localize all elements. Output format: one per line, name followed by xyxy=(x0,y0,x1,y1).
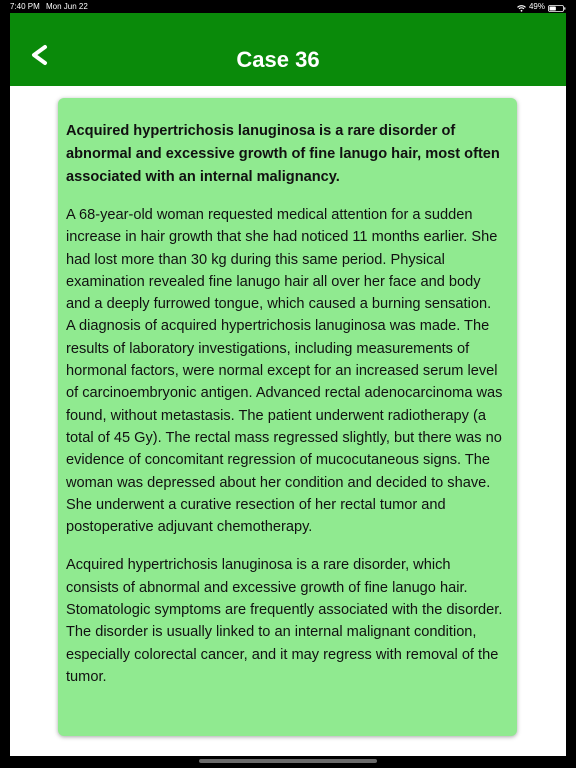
status-time: 7:40 PM xyxy=(10,2,40,11)
battery-percent: 49% xyxy=(528,2,545,11)
navigation-bar xyxy=(10,13,566,86)
page-title: Case 36 xyxy=(236,47,320,72)
status-date: Mon Jun 22 xyxy=(46,2,88,11)
case-paragraph: Acquired hypertrichosis lanuginosa is a rare disorder, which consists of abnormal and excessive growth of fine lanugo hair. Stomatologic symptoms are frequently associated with the disorder. The disorder is usually linked to an internal malignant condition, especially colorectal cancer, and it may regress with removal of the tumor. xyxy=(66,557,503,685)
content-area[interactable] xyxy=(10,86,566,756)
battery-icon xyxy=(548,3,566,10)
wifi-icon xyxy=(517,3,526,10)
case-summary: Acquired hypertrichosis lanuginosa is a rare disorder of abnormal and excessive growth of fine lanugo hair, most often associated with an internal malignancy. xyxy=(66,123,500,185)
status-bar xyxy=(0,0,576,13)
status-indicators xyxy=(517,0,566,13)
home-indicator[interactable] xyxy=(199,759,377,763)
case-card xyxy=(58,98,517,736)
case-paragraph: A 68-year-old woman requested medical attention for a sudden increase in hair growth that she had noticed 11 months earlier. She had lost more than 30 kg during this same period. Physical examination revealed fine lanugo hair all over her face and body and a deeply furrowed tongue, which caused a burning sensation. A diagnosis of acquired hypertrichosis lanuginosa was made. The results of laboratory investigations, including measurements of hormonal factors, were normal except for an increased serum level of carcinoembryonic antigen. Advanced rectal adenocarcinoma was found, without metastasis. The patient underwent radiotherapy (a total of 45 Gy). The rectal mass regressed slightly, but there was no evidence of concomitant regression of mucocutaneous signs. The woman was depressed about her condition and decided to shave. She underwent a curative resection of her rectal tumor and postoperative adjuvant chemotherapy. xyxy=(66,207,503,536)
